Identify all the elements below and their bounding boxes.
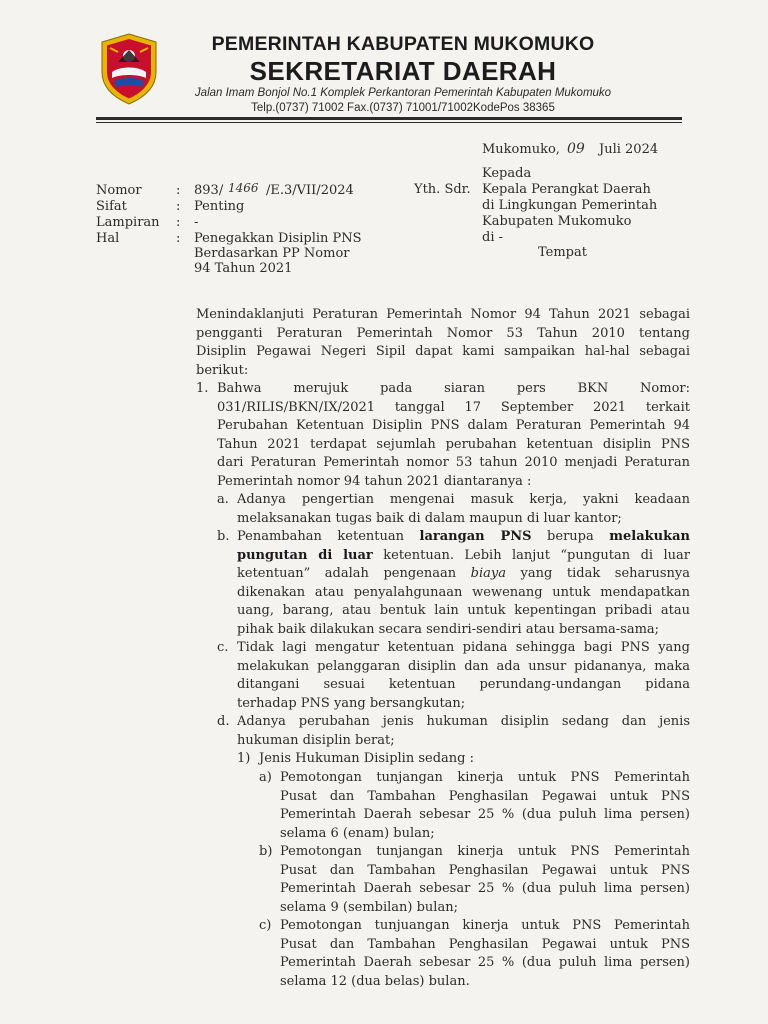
- meta-hal-label: Hal: [96, 231, 120, 246]
- item-c-marker: c.: [217, 640, 229, 655]
- sub-a-line: Pemerintah Daerah sebesar 25 % (dua puluh lima persen): [280, 807, 690, 822]
- sub-c-text: [280, 917, 690, 991]
- intro-line: Menindaklanjuti Peraturan Pemerintah Nomor 94 Tahun 2021 sebagai: [196, 307, 690, 322]
- meta-sifat-label: Sifat: [96, 199, 127, 214]
- item-a-line: Adanya pengertian mengenai masuk kerja, yakni keadaan: [237, 492, 690, 507]
- item-a-marker: a.: [217, 492, 229, 507]
- sub-c-line: Pemotongan tunjuangan kinerja untuk PNS Pemerintah: [280, 918, 690, 933]
- intro-line: Disiplin Pegawai Negeri Sipil dapat kami sampaikan hal-hal sebagai: [196, 344, 690, 359]
- letterhead-rule-thick: [96, 117, 682, 120]
- item-b-line-3: ketentuan” adalah pengenaan biaya yang tidak seharusnya: [237, 566, 690, 581]
- item-c-line: melakukan pelanggaran disiplin dan ada unsur pidananya, maka: [237, 658, 690, 674]
- item-b-line: dikenakan atau penyalahgunaan wewenang untuk mendapatkan: [237, 584, 690, 600]
- item-a-text: [237, 491, 690, 528]
- letterhead-address: Jalan Imam Bonjol No.1 Komplek Perkantoran Pemerintah Kabupaten Mukomuko: [194, 87, 612, 99]
- item-1-text: [217, 380, 690, 491]
- sub-b-line: Pemerintah Daerah sebesar 25 % (dua puluh lima persen): [280, 881, 690, 896]
- date-place: Mukomuko,: [482, 142, 560, 157]
- addressee-line: Kabupaten Mukomuko: [482, 214, 632, 229]
- addressee-line: Kepala Perangkat Daerah: [482, 182, 651, 197]
- item-b-line-1: Penambahan ketentuan larangan PNS berupa melakukan: [237, 529, 690, 544]
- item-c-line: Tidak lagi mengatur ketentuan pidana sehingga bagi PNS yang: [237, 640, 690, 655]
- item-d1-marker: 1): [237, 751, 251, 766]
- item-d-marker: d.: [217, 714, 230, 729]
- addressee-tempat: Tempat: [538, 245, 587, 260]
- item-b-line: pihak baik dilakukan secara sendiri-sendiri atau bersama-sama;: [237, 621, 660, 637]
- item-d-text: [237, 713, 690, 750]
- meta-colon: :: [176, 183, 181, 198]
- meta-lampiran-value: -: [194, 215, 199, 230]
- sub-b-line: Pemotongan tunjangan kinerja untuk PNS Pemerintah: [280, 844, 690, 859]
- item-c-line: ditangani sesuai ketentuan perundang-undangan pidana: [237, 677, 690, 692]
- meta-colon: :: [176, 215, 181, 230]
- item-1-line: Pemerintah nomor 94 tahun 2021 diantaranya :: [217, 473, 532, 489]
- meta-colon: :: [176, 199, 181, 214]
- item-1-line: Bahwa merujuk pada siaran pers BKN Nomor:: [217, 381, 690, 396]
- sub-a-line: Pusat dan Tambahan Penghasilan Pegawai untuk PNS: [280, 788, 690, 804]
- sub-a-text: [280, 769, 690, 843]
- item-1-line: 031/RILIS/BKN/IX/2021 tanggal 17 September 2021 terkait: [217, 399, 690, 415]
- intro-line: pengganti Peraturan Pemerintah Nomor 53 Tahun 2010 tentang: [196, 325, 690, 341]
- meta-lampiran-label: Lampiran: [96, 215, 160, 230]
- meta-nomor-suffix: /E.3/VII/2024: [266, 183, 354, 198]
- item-d1-text: Jenis Hukuman Disiplin sedang :: [259, 751, 474, 766]
- item-b-marker: b.: [217, 529, 230, 544]
- letterhead-contact: Telp.(0737) 71002 Fax.(0737) 71001/71002KodePos 38365: [251, 102, 555, 114]
- sub-b-marker: b): [259, 844, 273, 859]
- sub-c-line: Pemerintah Daerah sebesar 25 % (dua puluh lima persen): [280, 955, 690, 970]
- item-1-line: Perubahan Ketentuan Disiplin PNS dalam Peraturan Pemerintah 94: [217, 418, 690, 433]
- addressee-prefix: Yth. Sdr.: [414, 182, 471, 197]
- sub-c-line: selama 12 (dua belas) bulan.: [280, 973, 470, 989]
- meta-nomor-prefix: 893/: [194, 183, 224, 198]
- letterhead-government: PEMERINTAH KABUPATEN MUKOMUKO: [211, 33, 595, 55]
- sub-a-marker: a): [259, 770, 272, 785]
- meta-nomor-handwritten: 1466: [228, 181, 259, 195]
- item-b-line-2: pungutan di luar ketentuan. Lebih lanjut “pungutan di luar: [237, 547, 690, 563]
- meta-hal-line: 94 Tahun 2021: [194, 261, 293, 276]
- sub-b-text: [280, 843, 690, 917]
- bold-larangan-pns: larangan PNS: [419, 529, 532, 544]
- item-1-line: Tahun 2021 terdapat sejumlah perubahan ketentuan disiplin PNS: [217, 436, 690, 452]
- item-d-line: Adanya perubahan jenis hukuman disiplin sedang dan jenis: [237, 714, 690, 729]
- sub-b-line: selama 9 (sembilan) bulan;: [280, 899, 458, 915]
- item-c-line: terhadap PNS yang bersangkutan;: [237, 695, 466, 711]
- bold-melakukan: melakukan: [609, 529, 690, 544]
- sub-a-line: selama 6 (enam) bulan;: [280, 825, 435, 841]
- sub-c-line: Pusat dan Tambahan Penghasilan Pegawai untuk PNS: [280, 936, 690, 952]
- sub-c-marker: c): [259, 918, 272, 933]
- meta-hal-line: Berdasarkan PP Nomor: [194, 246, 350, 261]
- addressee-di: di -: [482, 230, 504, 245]
- meta-sifat-value: Penting: [194, 199, 245, 214]
- bold-pungutan: pungutan di luar: [237, 547, 373, 563]
- sub-b-line: Pusat dan Tambahan Penghasilan Pegawai untuk PNS: [280, 862, 690, 878]
- item-1-marker: 1.: [196, 381, 209, 396]
- regency-emblem-logo: [98, 32, 160, 106]
- item-d-line: hukuman disiplin berat;: [237, 732, 395, 748]
- addressee-line: di Lingkungan Pemerintah: [482, 198, 658, 213]
- item-b-line: uang, barang, atau bentuk lain untuk kepentingan pribadi atau: [237, 603, 690, 618]
- sub-a-line: Pemotongan tunjangan kinerja untuk PNS Pemerintah: [280, 770, 690, 785]
- item-c-text: [237, 639, 690, 713]
- italic-biaya: biaya: [470, 566, 506, 581]
- letterhead-rule-thin: [96, 122, 682, 123]
- item-b-text: [237, 528, 690, 639]
- item-1-line: dari Peraturan Pemerintah nomor 53 tahun 2010 menjadi Peraturan: [217, 455, 690, 470]
- meta-hal-line: Penegakkan Disiplin PNS: [194, 231, 362, 246]
- date-month-year: Juli 2024: [599, 142, 659, 157]
- letterhead-secretariat: SEKRETARIAT DAERAH: [249, 56, 557, 86]
- meta-colon: :: [176, 231, 181, 246]
- meta-nomor-label: Nomor: [96, 183, 142, 198]
- item-a-line: melaksanakan tugas baik di dalam maupun di luar kantor;: [237, 510, 622, 526]
- intro-paragraph: [196, 306, 690, 380]
- intro-line: berikut:: [196, 362, 249, 378]
- date-day-handwritten: 09: [567, 141, 585, 157]
- addressee-kepada: Kepada: [482, 166, 532, 181]
